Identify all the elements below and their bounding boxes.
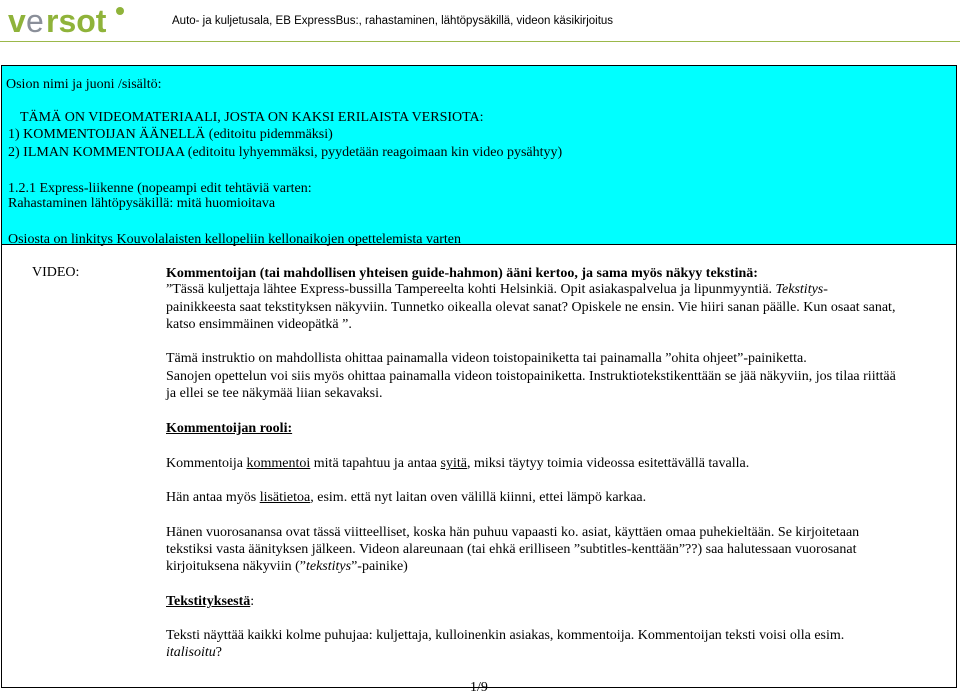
version-1: 1) KOMMENTOIJAN ÄÄNELLÄ (editoitu pidemmäksi) — [8, 127, 333, 142]
role-paragraph-3-line-2: tekstiksi vasta äänityksen jälkeen. Videon alareunaan (tai ehkä erilliseen ”subtitles-kenttään”??) saa halutessaan vuorosanat — [166, 542, 857, 557]
subtitles-line-2: italisoitu? — [166, 645, 223, 660]
svg-text:e: e — [26, 3, 44, 39]
page-header — [0, 0, 960, 48]
svg-text:rsot: rsot — [46, 3, 107, 39]
intro-line-3: painikkeesta saat tekstityksen näkyviin. Tunnetko oikealla olevat sanat? Opiskele ne ensin. Vie hiiri sanan päälle. Kun osaat sanat, — [166, 300, 896, 315]
intro-line-4: katso ensimmäinen videopätkä ”. — [166, 317, 352, 332]
version-note: TÄMÄ ON VIDEOMATERIAALI, JOSTA ON KAKSI ERILAISTA VERSIOTA: — [20, 110, 484, 125]
section-heading: 1.2.1 Express-liikenne (nopeampi edit tehtäviä varten: — [8, 181, 312, 196]
instruction-line-3: ja ellei se tee näkymää liian sekavaksi. — [166, 386, 383, 401]
instruction-line-1: Tämä instruktio on mahdollista ohittaa painamalla videon toistopainiketta tai painamalla ”ohita ohjeet”-painiketta. — [166, 351, 807, 366]
header-divider — [0, 41, 960, 42]
version-2: 2) ILMAN KOMMENTOIJAA (editoitu lyhyemmäksi, pyydetään reagoimaan kin video pysähtyy) — [8, 145, 563, 160]
intro-line-2: ”Tässä kuljettaja lähtee Express-bussilla Tampereelta kohti Helsinkiä. Opit asiakaspalvelua ja lipunmyyntiä. Tekstitys- — [166, 282, 828, 297]
subtitles-heading: Tekstityksestä: — [166, 594, 255, 609]
commentator-role-heading: Kommentoijan rooli: — [166, 421, 293, 436]
subtitles-line-1: Teksti näyttää kaikki kolme puhujaa: kuljettaja, kulloinenkin asiakas, kommentoija. Kommentoijan teksti voisi olla esim. — [166, 628, 845, 643]
document-title: Auto- ja kuljetusala, EB ExpressBus:, rahastaminen, lähtöpysäkillä, videon käsikirjoitus — [172, 15, 614, 27]
video-label: VIDEO: — [32, 265, 80, 280]
role-paragraph-2: Hän antaa myös lisätietoa, esim. että nyt laitan oven välillä kiinni, ettei lämpö karkaa. — [166, 490, 647, 505]
role-paragraph-3-line-3: kirjoituksena näkyviin (”tekstitys”-painike) — [166, 559, 408, 574]
role-paragraph-1: Kommentoija kommentoi mitä tapahtuu ja antaa syitä, miksi täytyy toimia videossa esitettävällä tavalla. — [166, 456, 750, 471]
instruction-line-2: Sanojen opettelun voi siis myös ohittaa painamalla videon toistopainiketta. Instruktiotekstikenttään se jää näkyviin, jos tilaa riittää — [166, 369, 896, 384]
role-paragraph-3-line-1: Hänen vuorosanansa ovat tässä viitteelliset, koska hän puhuu vapaasti ko. asiat, käyttäen omaa puhekieltään. Se kirjoitetaan — [166, 525, 860, 540]
versot-logo — [6, 2, 136, 42]
section-subheading: Rahastaminen lähtöpysäkillä: mitä huomioitava — [8, 196, 276, 211]
svg-text:v: v — [8, 3, 26, 39]
commentator-intro: Kommentoijan (tai mahdollisen yhteisen guide-hahmon) ääni kertoo, ja sama myös näkyy tekstinä: — [166, 266, 758, 281]
page-number: 1/9 — [470, 680, 488, 695]
link-note: Osiosta on linkitys Kouvolalaisten kellopeliin kellonaikojen opettelemista varten — [8, 232, 461, 247]
section-label: Osion nimi ja juoni /sisältö: — [6, 77, 162, 92]
